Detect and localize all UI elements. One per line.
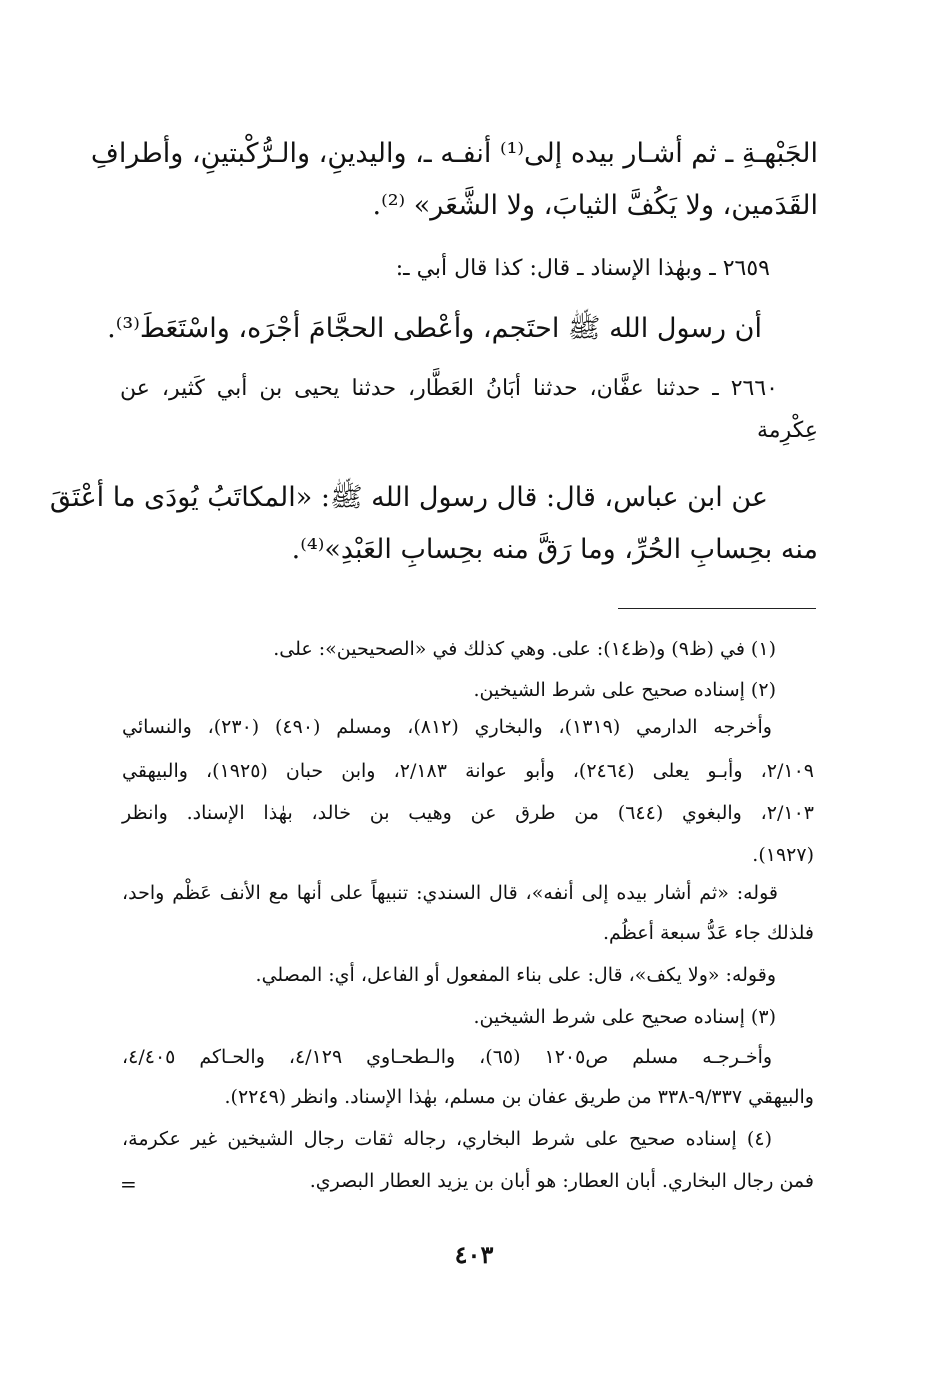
main-text-line-7: عن ابن عباس، قال: قال رسول الله ﷺ: «المكاتَبُ يُودَى ما أعْتَقَ: [49, 482, 768, 513]
footnote-2-line-f: فلذلك جاء عَدُّ سبعة أعظُم.: [603, 922, 814, 944]
main-text-line-8: منه بحِسابِ الحُرِّ، وما رَقَّ منه بحِسابِ العَبْدِ»⁽⁴⁾.: [291, 534, 818, 565]
footnote-3-line-a: وأخـرجـه مسلم ص١٢٠٥ (٦٥)، والـطحـاوي ٤/١٢٩، والحـاكم ٤/٤٠٥،: [122, 1046, 773, 1068]
footnote-2-line-c: ٢/١٠٣، والبغوي (٦٤٤) من طرق عن وهيب بن خالد، بهٰذا الإسناد. وانظر: [122, 802, 814, 824]
footnote-2-line-a: وأخرجه الدارمي (١٣١٩)، والبخاري (٨١٢)، ومسلم (٤٩٠) (٢٣٠)، والنسائي: [122, 716, 772, 738]
footnote-2-line-d: (١٩٢٧).: [752, 844, 814, 866]
footnote-2-line-g: وقوله: «ولا يكف»، قال: على بناء المفعول أو الفاعل، أي: المصلي.: [255, 964, 776, 986]
footnote-2-line-b: ٢/١٠٩، وأبـو يعلى (٢٤٦٤)، وأبو عوانة ٢/١٨٣، وابن حبان (١٩٢٥)، والبيهقي: [122, 760, 814, 782]
footnote-2: (٢) إسناده صحيح على شرط الشيخين.: [473, 679, 776, 701]
page-number: ٤٠٣: [454, 1240, 494, 1269]
continuation-mark: =: [120, 1172, 137, 1196]
footnote-3-line-b: والبيهقي ٩/٣٣٧-٣٣٨ من طريق عفان بن مسلم، بهٰذا الإسناد. وانظر (٢٢٤٩).: [224, 1086, 814, 1108]
main-text-line-2: القَدَمين، ولا يَكُفَّ الثيابَ، ولا الشَّعَر» ⁽²⁾.: [372, 190, 818, 221]
main-text-line-4: أن رسول الله ﷺ احتَجم، وأعْطى الحجَّامَ أجْرَه، واسْتَعَطَ⁽³⁾.: [107, 313, 762, 344]
footnote-2-line-e: قوله: «ثم أشار بيده إلى أنفه»، قال السندي: تنبيهاً على أنها مع الأنف عَظْم واحد،: [122, 882, 778, 904]
main-text-line-1: الجَبْهـةِ ـ ثم أشـار بيده إلى⁽¹⁾ أنفـه ـ، واليدينِ، والـرُّكْبتينِ، وأطرافِ: [90, 138, 818, 169]
footnote-3: (٣) إسناده صحيح على شرط الشيخين.: [473, 1006, 776, 1028]
footnote-1: (١) في (ظ٩) و(ظ١٤): على. وهي كذلك في «الصحيحين»: على.: [273, 638, 776, 660]
footnote-4-line-a: فمن رجال البخاري. أبان العطار: هو أبان بن يزيد العطار البصري.: [309, 1170, 814, 1192]
hadith-2659-heading: ٢٦٥٩ ـ وبهٰذا الإسناد ـ قال: كذا قال أبي ـ:: [395, 256, 770, 281]
hadith-2660-heading: ٢٦٦٠ ـ حدثنا عفَّان، حدثنا أبَانُ العَطَّار، حدثنا يحيى بن أبي كَثير، عن: [120, 376, 778, 401]
footnote-separator: [618, 608, 816, 609]
footnote-4: (٤) إسناده صحيح على شرط البخاري، رجاله ثقات رجال الشيخين غير عكرمة،: [122, 1128, 772, 1150]
hadith-2660-continued: عِكْرِمة: [757, 418, 818, 443]
